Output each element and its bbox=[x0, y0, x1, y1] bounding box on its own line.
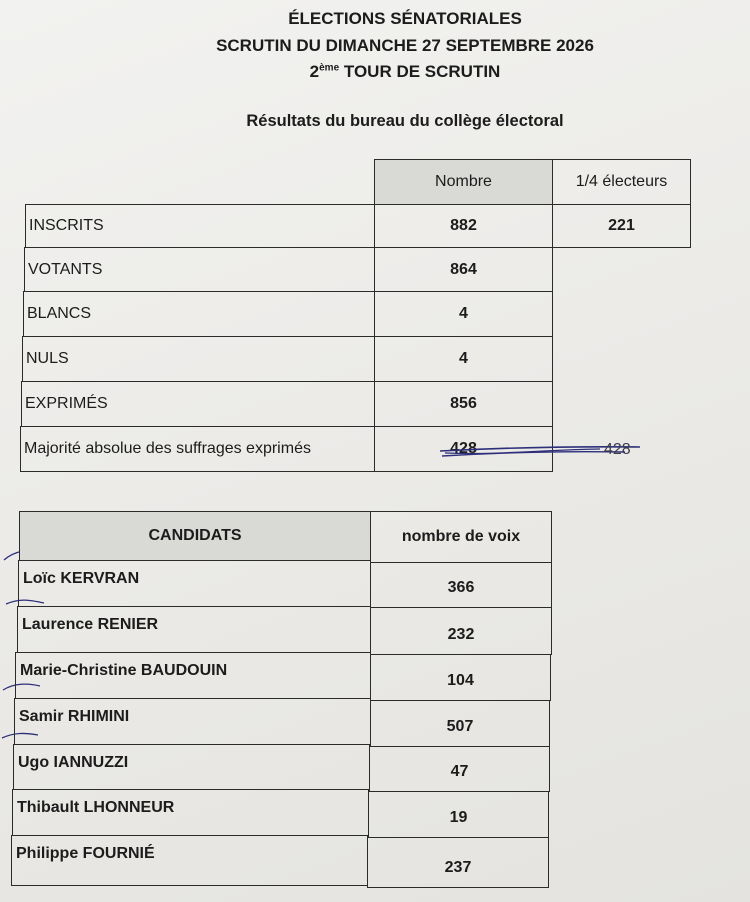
subtitle-resultats: Résultats du bureau du collège électoral bbox=[246, 112, 564, 130]
candidate-name: Laurence RENIER bbox=[17, 606, 371, 653]
row-votants-value: 864 bbox=[374, 247, 553, 292]
row-exprimes-value: 856 bbox=[374, 381, 553, 427]
candidate-votes: 507 bbox=[370, 700, 550, 747]
col-header-quart-electeurs: 1/4 électeurs bbox=[552, 159, 691, 205]
row-votants-label: VOTANTS bbox=[24, 247, 375, 292]
row-nuls-label: NULS bbox=[22, 336, 375, 382]
row-inscrits-quart: 221 bbox=[552, 204, 691, 248]
candidate-name: Loïc KERVRAN bbox=[18, 560, 371, 607]
candidate-name: Philippe FOURNIÉ bbox=[11, 835, 368, 886]
handwritten-majorite-value: 428 bbox=[604, 441, 631, 458]
row-inscrits-label: INSCRITS bbox=[25, 204, 375, 248]
col-header-nombre: Nombre bbox=[374, 159, 553, 205]
col-header-nombre-voix: nombre de voix bbox=[370, 511, 552, 563]
candidate-votes: 47 bbox=[369, 746, 550, 792]
tour-label: TOUR DE SCRUTIN bbox=[339, 62, 501, 81]
title-elections: ÉLECTIONS SÉNATORIALES bbox=[288, 9, 522, 28]
row-majorite-value: 428 bbox=[374, 426, 553, 472]
candidate-votes: 232 bbox=[370, 607, 552, 655]
title-scrutin-date: SCRUTIN DU DIMANCHE 27 SEPTEMBRE 2026 bbox=[216, 36, 594, 55]
candidate-name: Ugo IANNUZZI bbox=[13, 744, 370, 790]
row-blancs-label: BLANCS bbox=[23, 291, 375, 337]
row-nuls-value: 4 bbox=[374, 336, 553, 382]
candidate-name: Marie-Christine BAUDOUIN bbox=[15, 652, 371, 699]
row-majorite-label: Majorité absolue des suffrages exprimés bbox=[20, 426, 375, 472]
col-header-candidats: CANDIDATS bbox=[19, 511, 371, 561]
candidate-votes: 366 bbox=[370, 562, 552, 608]
tour-suffix-sup: ème bbox=[319, 62, 340, 74]
candidate-name: Samir RHIMINI bbox=[14, 698, 371, 745]
row-inscrits-value: 882 bbox=[374, 204, 553, 248]
candidate-votes: 19 bbox=[368, 791, 549, 838]
row-exprimes-label: EXPRIMÉS bbox=[21, 381, 375, 427]
tour-number: 2 bbox=[309, 62, 320, 81]
row-blancs-value: 4 bbox=[374, 291, 553, 337]
candidate-name: Thibault LHONNEUR bbox=[12, 789, 369, 836]
title-tour bbox=[0, 62, 750, 82]
candidate-votes: 104 bbox=[370, 654, 551, 701]
candidate-votes: 237 bbox=[367, 837, 549, 888]
